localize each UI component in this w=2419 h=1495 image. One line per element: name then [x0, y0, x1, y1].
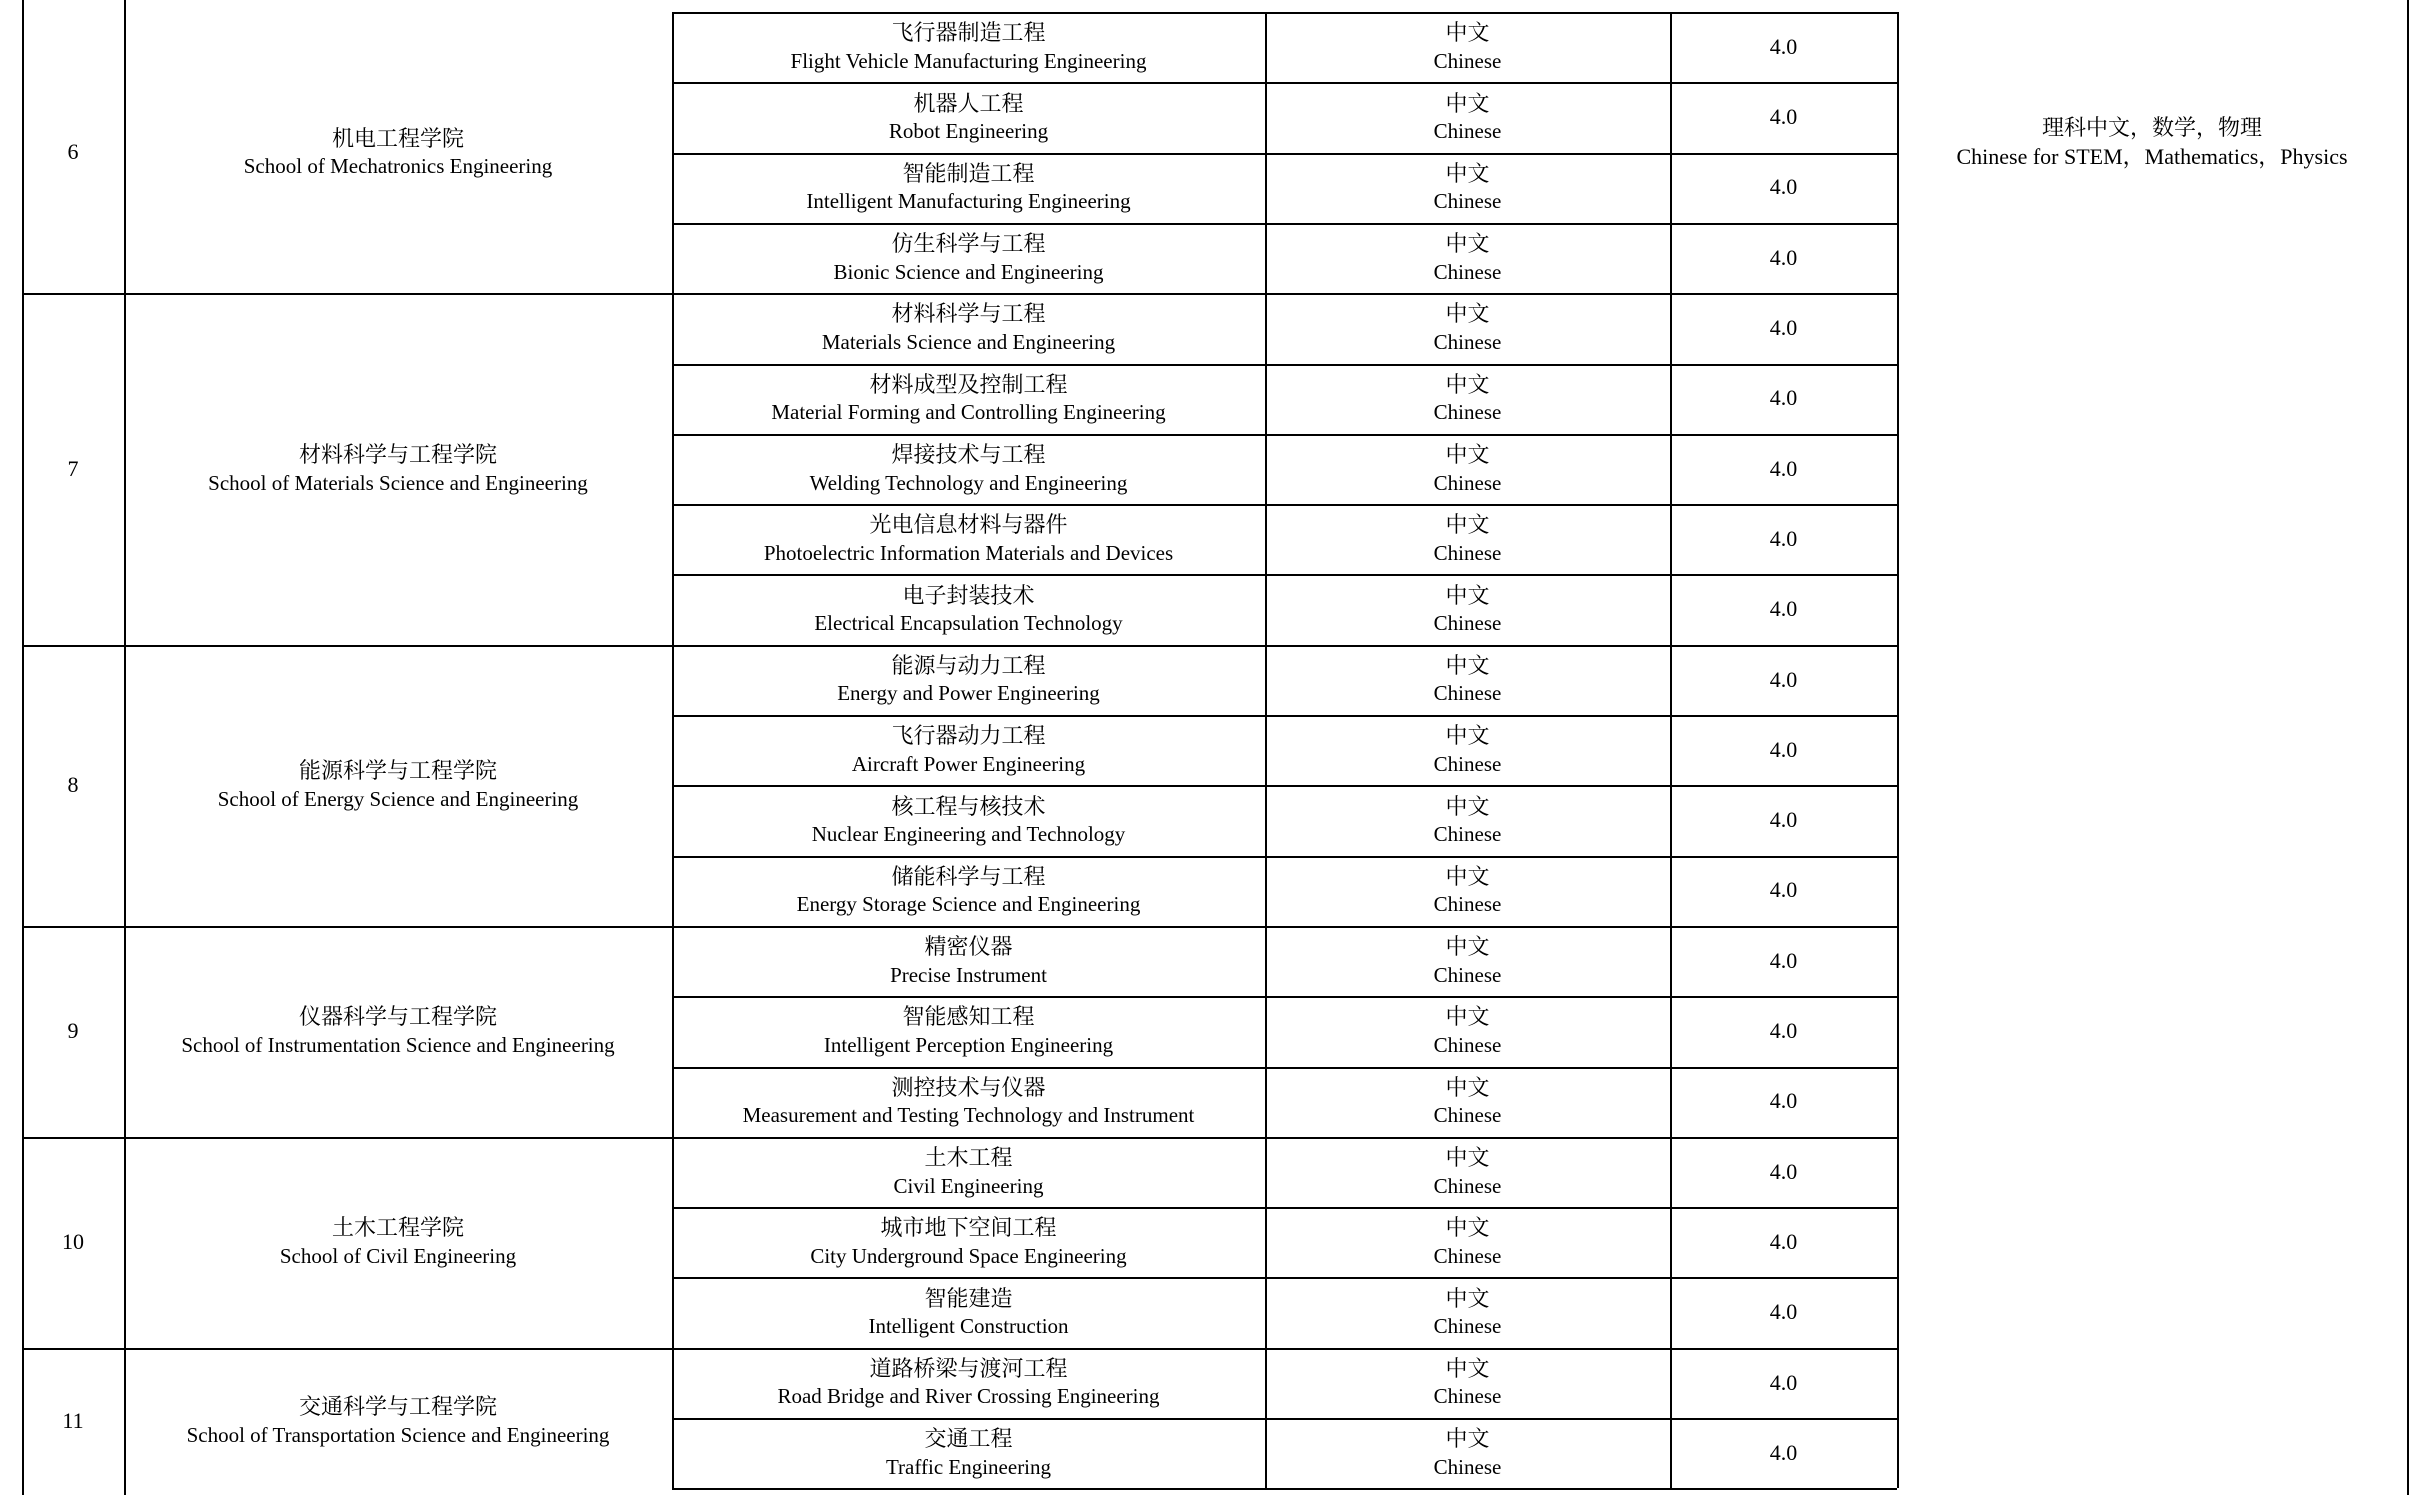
school-name-en: School of Materials Science and Engineering: [208, 470, 588, 495]
program-duration-text: 4.0: [1769, 244, 1798, 270]
school-number: [22, 926, 124, 1137]
teaching-language: [1265, 1207, 1670, 1277]
teaching-language-cn: 中文: [1445, 934, 1490, 960]
school-number: [22, 1348, 124, 1495]
major-name-cn: 测控技术与仪器: [891, 1074, 1046, 1100]
school-number-text: 10: [62, 1228, 84, 1254]
major-name-cn: 材料科学与工程: [891, 301, 1046, 327]
school-name-en: School of Mechatronics Engineering: [243, 154, 553, 179]
major-name-en: Civil Engineering: [893, 1173, 1044, 1198]
entrance-requirements-en: Chinese for STEM，Mathematics，Physics: [1956, 143, 2348, 169]
teaching-language-en: Chinese: [1433, 1173, 1502, 1198]
teaching-language-en: Chinese: [1433, 540, 1502, 565]
program-duration-text: 4.0: [1769, 1158, 1798, 1184]
school-name-cn: 材料科学与工程学院: [298, 441, 497, 467]
school-name-cn: 仪器科学与工程学院: [298, 1004, 497, 1030]
teaching-language-cn: 中文: [1445, 1145, 1490, 1170]
teaching-language: [1265, 293, 1670, 363]
school-name: [124, 1137, 672, 1348]
major-name-en: Energy and Power Engineering: [837, 681, 1100, 706]
major-name-cn: 智能建造: [924, 1285, 1013, 1311]
teaching-language-cn: 中文: [1445, 1004, 1490, 1030]
program-duration: [1670, 82, 1897, 152]
program-duration-text: 4.0: [1769, 877, 1798, 903]
major-name: [672, 153, 1265, 223]
teaching-language-en: Chinese: [1433, 1032, 1502, 1057]
teaching-language-cn: 中文: [1445, 20, 1490, 46]
teaching-language-cn: 中文: [1445, 652, 1490, 678]
program-duration-text: 4.0: [1769, 1439, 1798, 1465]
program-duration: [1670, 715, 1897, 785]
major-name: [672, 293, 1265, 363]
major-name: [672, 715, 1265, 785]
major-name-en: Intelligent Perception Engineering: [823, 1032, 1114, 1057]
teaching-language: [1265, 12, 1670, 82]
major-name-cn: 道路桥梁与渡河工程: [869, 1355, 1068, 1381]
teaching-language-cn: 中文: [1445, 1355, 1490, 1381]
major-name-cn: 光电信息材料与器件: [869, 512, 1068, 538]
program-duration-text: 4.0: [1769, 1088, 1798, 1114]
major-name: [672, 785, 1265, 855]
school-name: [124, 926, 672, 1137]
column-rule: [672, 12, 674, 1488]
program-duration-text: 4.0: [1769, 807, 1798, 833]
column-rule: [2407, 0, 2409, 1495]
major-name-cn: 仿生科学与工程: [891, 231, 1046, 257]
school-name-cn: 交通科学与工程学院: [298, 1394, 497, 1420]
program-duration: [1670, 12, 1897, 82]
row-rule: [672, 856, 1897, 858]
program-duration-text: 4.0: [1769, 947, 1798, 973]
major-name-cn: 智能制造工程: [902, 160, 1035, 186]
program-duration: [1670, 1348, 1897, 1418]
program-duration-text: 4.0: [1769, 1018, 1798, 1044]
school-name: [124, 645, 672, 926]
teaching-language-en: Chinese: [1433, 400, 1502, 425]
major-name: [672, 82, 1265, 152]
row-rule: [22, 645, 1897, 647]
program-duration: [1670, 293, 1897, 363]
row-rule: [672, 223, 1897, 225]
program-duration: [1670, 153, 1897, 223]
major-name-en: Material Forming and Controlling Engineering: [771, 400, 1166, 425]
school-number-text: 8: [67, 771, 79, 797]
major-name-cn: 交通工程: [924, 1426, 1013, 1452]
major-name-cn: 机器人工程: [913, 90, 1024, 116]
teaching-language-cn: 中文: [1445, 442, 1490, 467]
program-duration-text: 4.0: [1769, 1369, 1798, 1395]
major-name: [672, 364, 1265, 434]
teaching-language: [1265, 153, 1670, 223]
column-rule: [1897, 12, 1899, 1488]
teaching-language-cn: 中文: [1445, 371, 1490, 397]
teaching-language: [1265, 926, 1670, 996]
teaching-language: [1265, 574, 1670, 644]
teaching-language: [1265, 504, 1670, 574]
teaching-language-en: Chinese: [1433, 259, 1502, 284]
teaching-language-cn: 中文: [1445, 301, 1490, 327]
program-duration-text: 4.0: [1769, 525, 1798, 551]
program-duration: [1670, 1207, 1897, 1277]
teaching-language-en: Chinese: [1433, 1243, 1502, 1268]
major-name: [672, 1277, 1265, 1347]
program-duration: [1670, 1418, 1897, 1488]
row-rule: [672, 153, 1897, 155]
teaching-language-en: Chinese: [1433, 1384, 1502, 1409]
school-name: [124, 293, 672, 645]
program-duration: [1670, 504, 1897, 574]
row-rule: [672, 1488, 1897, 1490]
program-duration-text: 4.0: [1769, 385, 1798, 411]
teaching-language: [1265, 1067, 1670, 1137]
program-duration-text: 4.0: [1769, 455, 1798, 481]
teaching-language-cn: 中文: [1445, 1285, 1490, 1311]
teaching-language: [1265, 996, 1670, 1066]
teaching-language: [1265, 1418, 1670, 1488]
major-name-en: Intelligent Manufacturing Engineering: [806, 189, 1131, 214]
row-rule: [672, 12, 1897, 14]
program-duration: [1670, 1137, 1897, 1207]
major-name-en: Electrical Encapsulation Technology: [814, 611, 1123, 636]
row-rule: [672, 1207, 1897, 1209]
teaching-language: [1265, 645, 1670, 715]
row-rule: [22, 1137, 1897, 1139]
school-name-cn: 机电工程学院: [331, 125, 464, 151]
school-number: [22, 293, 124, 645]
teaching-language-cn: 中文: [1445, 231, 1490, 257]
major-name-en: Materials Science and Engineering: [821, 329, 1116, 354]
school-name-cn: 土木工程学院: [331, 1215, 464, 1241]
major-name-en: Aircraft Power Engineering: [851, 751, 1086, 776]
school-name: [124, 1348, 672, 1495]
major-name: [672, 645, 1265, 715]
program-duration: [1670, 785, 1897, 855]
entrance-requirements: [1897, 22, 2407, 263]
teaching-language: [1265, 715, 1670, 785]
teaching-language-cn: 中文: [1445, 160, 1490, 186]
row-rule: [22, 1348, 1897, 1350]
teaching-language: [1265, 1277, 1670, 1347]
teaching-language: [1265, 1137, 1670, 1207]
row-rule: [672, 1277, 1897, 1279]
major-name: [672, 856, 1265, 926]
program-duration-text: 4.0: [1769, 174, 1798, 200]
program-duration-text: 4.0: [1769, 1299, 1798, 1325]
major-name-en: Traffic Engineering: [885, 1454, 1052, 1479]
row-rule: [672, 574, 1897, 576]
program-duration: [1670, 1277, 1897, 1347]
major-name-cn: 能源与动力工程: [891, 652, 1046, 678]
row-rule: [672, 715, 1897, 717]
major-name-cn: 城市地下空间工程: [880, 1215, 1057, 1241]
row-rule: [672, 364, 1897, 366]
row-rule: [22, 293, 1897, 295]
row-rule: [672, 996, 1897, 998]
school-name-en: School of Instrumentation Science and Engineering: [181, 1032, 615, 1057]
teaching-language-en: Chinese: [1433, 892, 1502, 917]
teaching-language-en: Chinese: [1433, 1454, 1502, 1479]
teaching-language: [1265, 82, 1670, 152]
major-name-cn: 核工程与核技术: [891, 793, 1046, 819]
major-name-en: Energy Storage Science and Engineering: [796, 892, 1141, 917]
row-rule: [672, 1418, 1897, 1420]
major-name-en: Flight Vehicle Manufacturing Engineering: [790, 48, 1147, 73]
teaching-language-en: Chinese: [1433, 1314, 1502, 1339]
teaching-language-en: Chinese: [1433, 681, 1502, 706]
program-duration-text: 4.0: [1769, 104, 1798, 130]
major-name-en: Robot Engineering: [888, 119, 1049, 144]
program-duration: [1670, 996, 1897, 1066]
major-name: [672, 996, 1265, 1066]
major-name-cn: 材料成型及控制工程: [869, 371, 1068, 397]
major-name: [672, 1418, 1265, 1488]
row-rule: [672, 1067, 1897, 1069]
school-name-en: School of Transportation Science and Engineering: [186, 1422, 610, 1447]
school-number: [22, 1137, 124, 1348]
row-rule: [672, 82, 1897, 84]
school-name-en: School of Civil Engineering: [279, 1243, 517, 1268]
teaching-language-cn: 中文: [1445, 723, 1490, 749]
major-name-en: Intelligent Construction: [868, 1314, 1069, 1339]
program-duration-text: 4.0: [1769, 736, 1798, 762]
school-name-cn: 能源科学与工程学院: [298, 758, 497, 784]
major-name-en: Nuclear Engineering and Technology: [811, 822, 1126, 847]
school-name-en: School of Energy Science and Engineering: [217, 786, 579, 811]
major-name-cn: 土木工程: [924, 1145, 1013, 1170]
row-rule: [672, 434, 1897, 436]
major-name-cn: 焊接技术与工程: [891, 442, 1046, 467]
teaching-language-en: Chinese: [1433, 962, 1502, 987]
teaching-language-en: Chinese: [1433, 822, 1502, 847]
teaching-language: [1265, 434, 1670, 504]
major-name: [672, 1067, 1265, 1137]
program-duration: [1670, 574, 1897, 644]
teaching-language: [1265, 1348, 1670, 1418]
program-duration: [1670, 856, 1897, 926]
row-rule: [22, 926, 1897, 928]
major-name: [672, 1137, 1265, 1207]
major-name: [672, 926, 1265, 996]
major-name-en: Precise Instrument: [890, 962, 1047, 987]
major-name-en: Bionic Science and Engineering: [833, 259, 1104, 284]
major-name-cn: 飞行器制造工程: [891, 20, 1046, 46]
teaching-language-cn: 中文: [1445, 582, 1490, 608]
major-name: [672, 574, 1265, 644]
column-rule: [124, 0, 126, 1495]
program-duration: [1670, 926, 1897, 996]
teaching-language-en: Chinese: [1433, 189, 1502, 214]
school-name: [124, 12, 672, 293]
teaching-language: [1265, 856, 1670, 926]
program-duration: [1670, 364, 1897, 434]
school-number-text: 7: [67, 455, 79, 481]
teaching-language-cn: 中文: [1445, 1426, 1490, 1452]
major-name-en: City Underground Space Engineering: [810, 1243, 1127, 1268]
program-duration-text: 4.0: [1769, 596, 1798, 622]
teaching-language-en: Chinese: [1433, 1103, 1502, 1128]
program-duration-text: 4.0: [1769, 666, 1798, 692]
major-name-en: Road Bridge and River Crossing Engineering: [777, 1384, 1160, 1409]
teaching-language: [1265, 223, 1670, 293]
major-name: [672, 223, 1265, 293]
major-name-cn: 飞行器动力工程: [891, 723, 1046, 749]
major-name-en: Welding Technology and Engineering: [809, 470, 1128, 495]
teaching-language-en: Chinese: [1433, 48, 1502, 73]
teaching-language-en: Chinese: [1433, 751, 1502, 776]
program-duration-text: 4.0: [1769, 1228, 1798, 1254]
school-number: [22, 12, 124, 293]
entrance-requirements-cn: 理科中文，数学，物理: [2041, 115, 2262, 140]
school-number: [22, 645, 124, 926]
teaching-language-cn: 中文: [1445, 863, 1490, 889]
school-number-text: 11: [62, 1408, 84, 1434]
column-rule: [1670, 12, 1672, 1488]
teaching-language-cn: 中文: [1445, 793, 1490, 819]
teaching-language: [1265, 785, 1670, 855]
major-name-cn: 电子封装技术: [902, 582, 1035, 608]
teaching-language-cn: 中文: [1445, 512, 1490, 538]
teaching-language-cn: 中文: [1445, 1215, 1490, 1241]
school-number-text: 9: [67, 1018, 79, 1044]
column-rule: [22, 0, 24, 1495]
program-duration-text: 4.0: [1769, 33, 1798, 59]
major-name-en: Measurement and Testing Technology and Instrument: [742, 1103, 1195, 1128]
teaching-language-en: Chinese: [1433, 611, 1502, 636]
row-rule: [672, 504, 1897, 506]
major-name-cn: 精密仪器: [924, 934, 1013, 960]
row-rule: [672, 785, 1897, 787]
teaching-language-en: Chinese: [1433, 329, 1502, 354]
program-duration: [1670, 1067, 1897, 1137]
major-name: [672, 1348, 1265, 1418]
major-name-cn: 储能科学与工程: [891, 863, 1046, 889]
teaching-language-en: Chinese: [1433, 470, 1502, 495]
program-duration-text: 4.0: [1769, 315, 1798, 341]
program-duration: [1670, 223, 1897, 293]
program-duration: [1670, 434, 1897, 504]
major-name: [672, 434, 1265, 504]
program-duration: [1670, 645, 1897, 715]
teaching-language-en: Chinese: [1433, 119, 1502, 144]
column-rule: [1265, 12, 1267, 1488]
teaching-language-cn: 中文: [1445, 1074, 1490, 1100]
major-name: [672, 504, 1265, 574]
major-name-en: Photoelectric Information Materials and Devices: [763, 540, 1174, 565]
major-name-cn: 智能感知工程: [902, 1004, 1035, 1030]
teaching-language: [1265, 364, 1670, 434]
teaching-language-cn: 中文: [1445, 90, 1490, 116]
major-name: [672, 1207, 1265, 1277]
major-name: [672, 12, 1265, 82]
school-number-text: 6: [67, 139, 79, 165]
